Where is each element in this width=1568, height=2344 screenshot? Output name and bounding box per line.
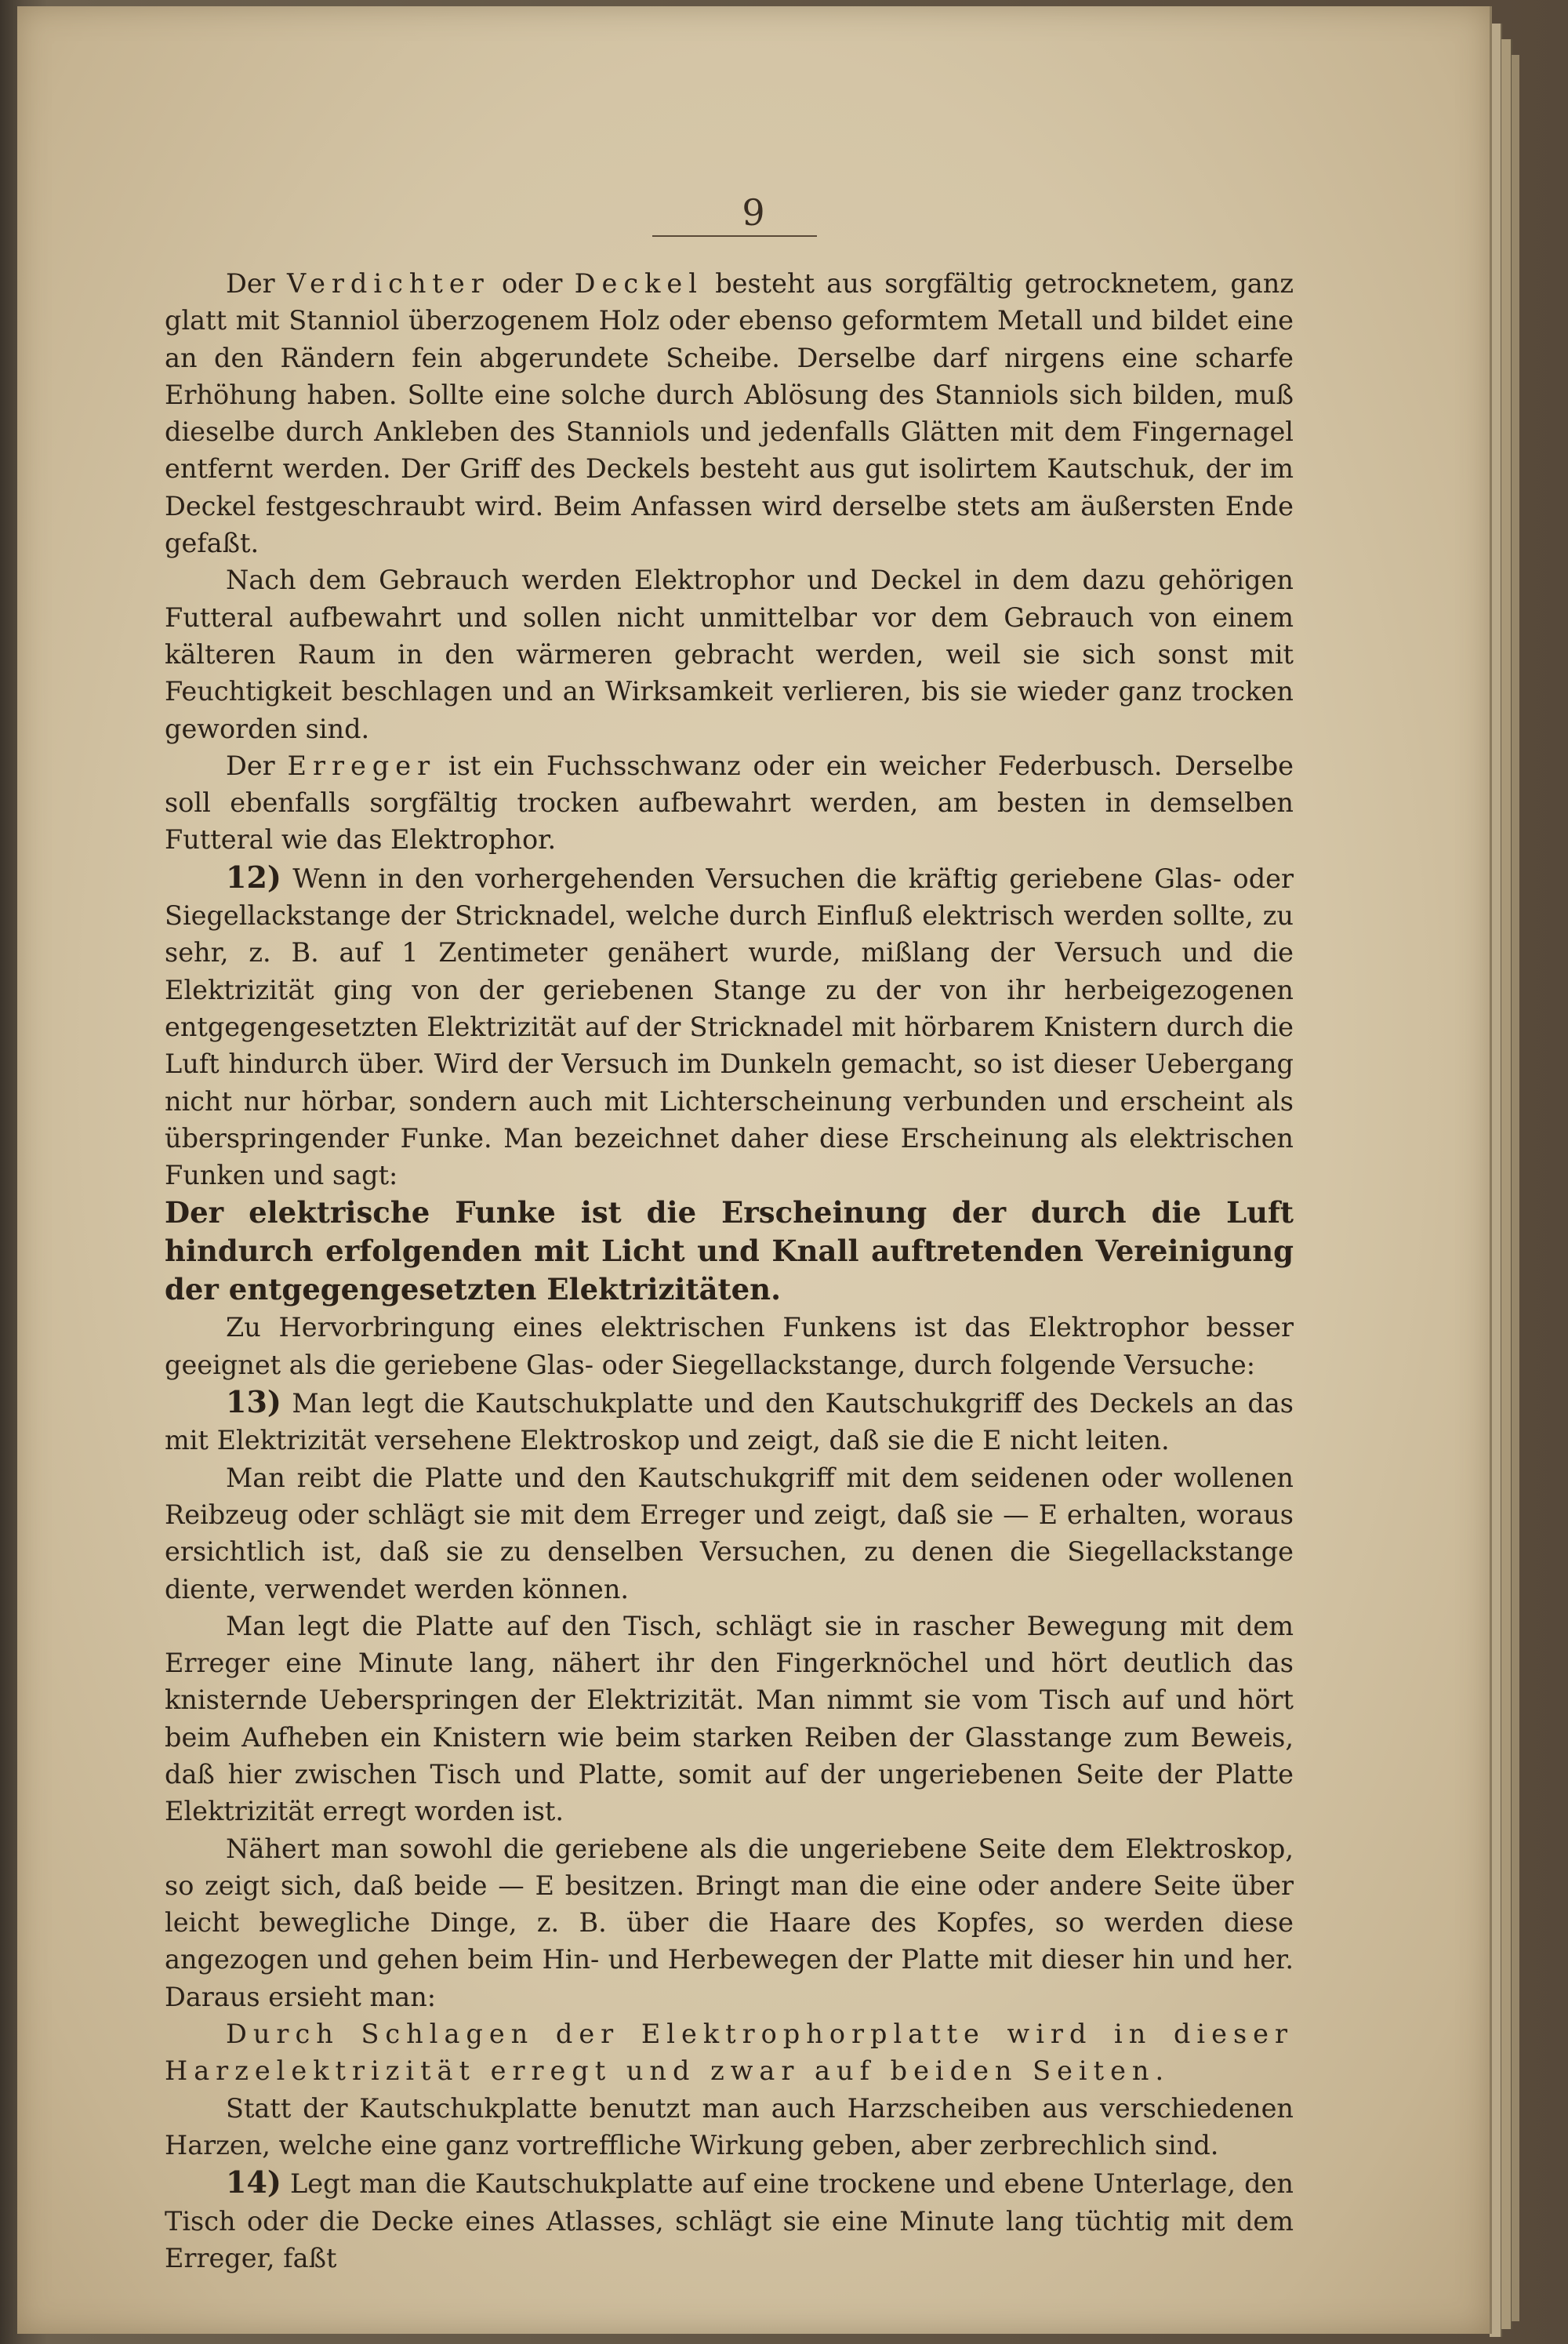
paragraph: Man legt die Platte auf den Tisch, schlägt sie in rascher Bewegung mit dem Erreger eine Minute lang, nähert ihr den Fingerknöchel und hört deutlich das knisternde Ueberspringen der Elektrizität. Man nimmt sie vom Tisch auf und hört beim Aufheben ein Knistern wie beim starken Reiben der Glasstange zum Beweis, daß hier zwischen Tisch und Platte, somit auf der ungeriebenen Seite der Platte Elektrizität erregt worden ist. (165, 1610, 1294, 1827)
paragraph: 14) Legt man die Kautschukplatte auf eine trockene und ebene Unterlage, den Tisch oder die Decke eines Atlasses, schlägt sie eine Minute lang tüchtig mit dem Erreger, faßt (165, 2164, 1294, 2273)
paragraph: 12) Wenn in den vorhergehenden Versuchen die kräftig geriebene Glas- oder Siegellackstange der Stricknadel, welche durch Einfluß elektrisch werden sollte, zu sehr, z. B. auf 1 Zentimeter genähert wurde, mißlang der Versuch und die Elektrizität ging von der geriebenen Stange zu der von ihr herbeigezogenen entgegengesetzten Elektrizität auf der Stricknadel mit hörbarem Knistern durch die Luft hindurch über. Wird der Versuch im Dunkeln gemacht, so ist dieser Uebergang nicht nur hörbar, sondern auch mit Lichterscheinung verbunden und erscheint als überspringender Funke. Man bezeichnet daher diese Erscheinung als elektrischen Funken und sagt: (165, 859, 1294, 1191)
spaced-term: Verdichter (286, 268, 490, 299)
paragraph: 13) Man legt die Kautschukplatte und den Kautschukgriff des Deckels an das mit Elektrizität versehene Elektroskop und zeigt, daß sie die E nicht leiten. (165, 1384, 1294, 1456)
paragraph: Man reibt die Platte und den Kautschukgriff mit dem seidenen oder wollenen Reibzeug oder schlägt sie mit dem Erreger und zeigt, daß sie — E erhalten, woraus ersichtlich ist, daß sie zu denselben Versuchen, zu denen die Siegellackstange diente, verwendet werden können. (165, 1462, 1294, 1604)
paragraph: Zu Hervorbringung eines elektrischen Funkens ist das Elektrophor besser geeignet als die geriebene Glas- oder Siegellackstange, durch folgende Versuche: (165, 1312, 1294, 1380)
book-page (17, 6, 1492, 2334)
body-text (165, 265, 1294, 2277)
paragraph: Statt der Kautschukplatte benutzt man auch Harzscheiben aus verschiedenen Harzen, welche eine ganz vortreffliche Wirkung geben, aber zerbrechlich sind. (165, 2092, 1294, 2160)
experiment-number: 14) (226, 2164, 281, 2200)
page-edge (1501, 39, 1512, 2329)
paragraph: Nähert man sowohl die geriebene als die ungeriebene Seite dem Elektroskop, so zeigt sich, daß beide — E besitzen. Bringt man die eine oder andere Seite über leicht bewegliche Dinge, z. B. über die Haare des Kopfes, so werden diese angezogen und gehen beim Hin- und Herbewegen der Platte mit dieser hin und her. Daraus ersieht man: (165, 1833, 1294, 2012)
emphasized-conclusion: Durch Schlagen der Elektrophorplatte wird in dieser Harzelektrizität erregt und zwar auf beiden Seiten. (165, 2019, 1294, 2087)
paragraph: Der Erreger ist ein Fuchsschwanz oder ein weicher Federbusch. Derselbe soll ebenfalls sorgfältig trocken aufbewahrt werden, am besten in demselben Futteral wie das Elektrophor. (165, 750, 1294, 856)
page-edge (1512, 55, 1519, 2321)
paragraph: Nach dem Gebrauch werden Elektrophor und Deckel in dem dazu gehörigen Futteral aufbewahrt und sollen nicht unmittelbar vor dem Gebrauch von einem kälteren Raum in den wärmeren gebracht werden, weil sie sich sonst mit Feuchtigkeit beschlagen und an Wirksamkeit verlieren, bis sie wieder ganz trocken geworden sind. (165, 565, 1294, 744)
header-rule (652, 235, 817, 237)
experiment-number: 13) (226, 1384, 281, 1420)
paragraph: Der Verdichter oder Deckel besteht aus sorgfältig getrocknetem, ganz glatt mit Stanniol überzogenem Holz oder ebenso geformtem Metall und bildet eine an den Rändern fein abgerundete Scheibe. Derselbe darf nirgens eine scharfe Erhöhung haben. Sollte eine solche durch Ablösung des Stanniols sich bilden, muß dieselbe durch Ankleben des Stanniols und jedenfalls Glätten mit dem Fingernagel entfernt werden. Der Griff des Deckels besteht aus gut isolirtem Kautschuk, der im Deckel festgeschraubt wird. Beim Anfassen wird derselbe stets am äußersten Ende gefaßt. (165, 268, 1294, 559)
page-number: 9 (742, 191, 765, 234)
spaced-term: Deckel (574, 268, 703, 299)
definition: Der elektrische Funke ist die Erscheinung der durch die Luft hindurch erfolgenden mit Licht und Knall auftretenden Vereinigung der entgegengesetzten Elektrizitäten. (165, 1195, 1294, 1307)
experiment-number: 12) (226, 859, 281, 895)
spaced-term: Erreger (287, 750, 437, 781)
